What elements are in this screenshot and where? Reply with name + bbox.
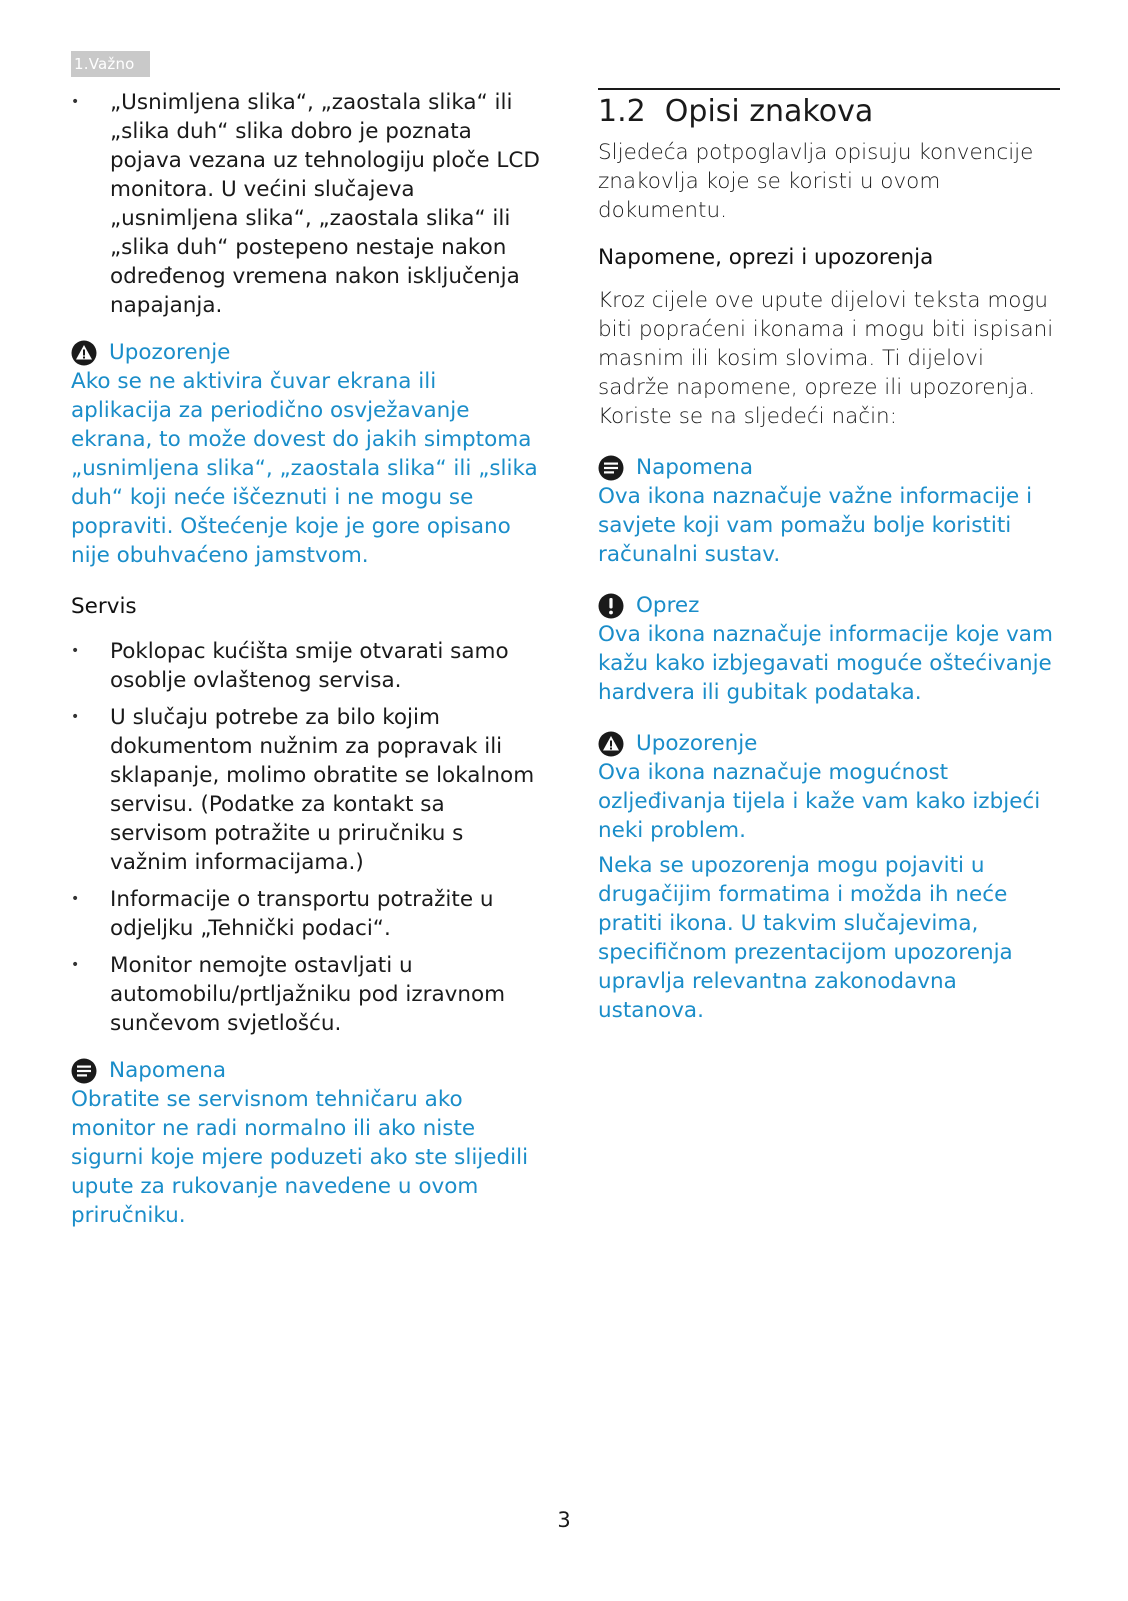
- note-title: Napomena: [636, 455, 754, 480]
- note-title: Napomena: [109, 1058, 227, 1083]
- servis-list: [71, 637, 541, 1038]
- note-block: [71, 1056, 541, 1230]
- section-title-text: Opisi znakova: [664, 94, 874, 129]
- list-item: • Monitor nemojte ostavljati u automobilu/prtljažniku pod izravnom sunčevom svjetlošću.: [71, 951, 541, 1038]
- warning-block: [598, 729, 1060, 1025]
- note-icon: [71, 1058, 97, 1084]
- note-body: Obratite se servisnom tehničaru ako monitor ne radi normalno ili ako niste sigurni koje mjere poduzeti ako ste slijedili upute za rukovanje navedene u ovom priručniku.: [71, 1087, 529, 1228]
- list-item: • U slučaju potrebe za bilo kojim dokumentom nužnim za popravak ili sklapanje, molimo obratite se lokalnom servisu. (Podatke za kontakt sa servisom potražite u priručniku s važnim informacijama.): [71, 703, 541, 877]
- note-icon: [598, 455, 624, 481]
- chapter-tab: 1.Važno: [71, 51, 150, 77]
- section-rule: [598, 88, 1060, 90]
- note-block: [598, 453, 1060, 569]
- caution-body: Ova ikona naznačuje informacije koje vam kažu kako izbjegavati moguće oštećivanje hardvera ili gubitak podataka.: [598, 622, 1053, 705]
- subheading: Napomene, oprezi i upozorenja: [598, 245, 934, 270]
- warning-triangle-icon: [71, 340, 97, 366]
- warning-title: Upozorenje: [109, 340, 231, 365]
- list-item: • Informacije o transportu potražite u odjeljku „Tehnički podaci“.: [71, 885, 541, 943]
- warning-block: [71, 338, 541, 570]
- page-number: 3: [557, 1508, 571, 1532]
- warning-title: Upozorenje: [636, 731, 758, 756]
- note-heading: [598, 453, 1060, 482]
- list-item: • „Usnimljena slika“, „zaostala slika“ ili „slika duh“ slika dobro je poznata pojava vezana uz tehnologiju ploče LCD monitora. U većini slučajeva „usnimljena slika“, „zaostala slika“ ili „slika duh“ postepeno nestaje nakon određenog vremena nakon isključenja napajanja.: [71, 88, 541, 320]
- list-item: • Poklopac kućišta smije otvarati samo osoblje ovlaštenog servisa.: [71, 637, 541, 695]
- right-column: [598, 88, 1060, 1025]
- description: Kroz cijele ove upute dijelovi teksta mogu biti popraćeni ikonama i mogu biti ispisani masnim ili kosim slovima. Ti dijelovi sadrže napomene, opreze ili upozorenja. Koriste se na sljedeći način:: [598, 288, 1054, 429]
- warning-body: Ova ikona naznačuje mogućnost ozljeđivanja tijela i kaže vam kako izbjeći neki problem.: [598, 760, 1041, 843]
- section-number: 1.2: [598, 94, 646, 129]
- intro-bullet-list: [71, 88, 541, 320]
- caution-icon: [598, 593, 624, 619]
- caution-block: [598, 591, 1060, 707]
- warning-heading: [71, 338, 541, 367]
- note-heading: [71, 1056, 541, 1085]
- caution-heading: [598, 591, 1060, 620]
- section-intro: Sljedeća potpoglavlja opisuju konvencije znakovlja koje se koristi u ovom dokumentu.: [598, 140, 1034, 223]
- servis-heading: Servis: [71, 594, 137, 619]
- warning-triangle-icon: [598, 731, 624, 757]
- warning-extra: Neka se upozorenja mogu pojaviti u drugačijim formatima i možda ih neće pratiti ikona. U takvim slučajevima, specifičnom prezentacijom upozorenja upravlja relevantna zakonodavna ustanova.: [598, 853, 1013, 1023]
- warning-body: Ako se ne aktivira čuvar ekrana ili aplikacija za periodično osvježavanje ekrana, to može dovest do jakih simptoma „usnimljena slika“, „zaostala slika“ ili „slika duh“ koji neće iščeznuti i ne mogu se popraviti. Oštećenje koje je gore opisano nije obuhvaćeno jamstvom.: [71, 369, 538, 568]
- warning-heading: [598, 729, 1060, 758]
- left-column: [71, 88, 541, 1230]
- section-title: [598, 92, 1060, 132]
- caution-title: Oprez: [636, 593, 700, 618]
- note-body: Ova ikona naznačuje važne informacije i savjete koji vam pomažu bolje koristiti računalni sustav.: [598, 484, 1033, 567]
